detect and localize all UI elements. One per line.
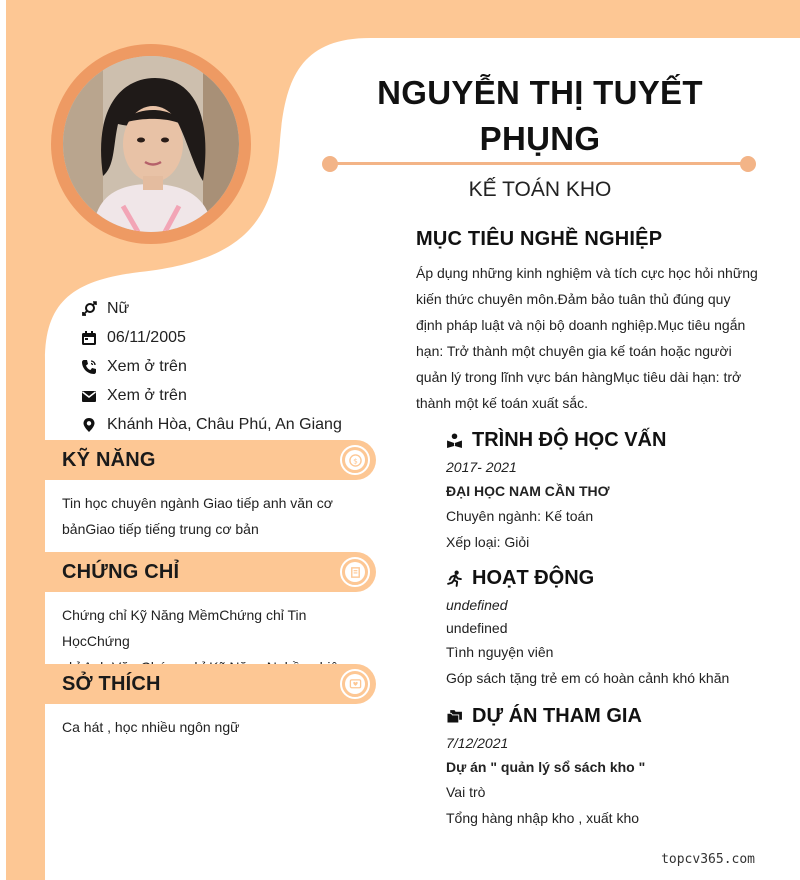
certificate-icon (340, 557, 370, 587)
info-email (80, 381, 342, 410)
activities-content (446, 593, 766, 691)
activities-role: Tình nguyện viên (446, 644, 554, 660)
education-header (446, 429, 666, 452)
projects-date: 7/12/2021 (446, 735, 509, 751)
name-line-1: NGUYỄN THỊ TUYẾT (377, 74, 703, 111)
skills-title: KỸ NĂNG (62, 449, 156, 471)
heart-chat-icon (340, 669, 370, 699)
info-address (80, 410, 342, 439)
hobbies-header (45, 664, 376, 704)
skill-badge-icon (340, 445, 370, 475)
name-divider (322, 156, 756, 172)
projects-content (446, 731, 766, 831)
activities-desc: Góp sách tặng trẻ em có hoàn cảnh khó khăn (446, 670, 730, 686)
education-icon (446, 432, 464, 450)
mail-icon (80, 387, 98, 405)
candidate-name (340, 70, 740, 162)
svg-text:$: $ (352, 455, 358, 465)
skills-content (62, 490, 362, 542)
projects-name: Dự án " quản lý sổ sách kho " (446, 759, 646, 775)
objective-line: Áp dụng những kinh nghiệm và tích cực học hỏi những (416, 265, 758, 281)
certificates-title: CHỨNG CHỈ (62, 561, 180, 583)
objective-line: quản lý trong lĩnh vực bán hàngMục tiêu dài hạn: trở (416, 369, 742, 385)
objective-content (416, 260, 761, 416)
address-value: Khánh Hòa, Châu Phú, An Giang (107, 415, 342, 433)
projects-role: Vai trò (446, 784, 486, 800)
education-content (446, 455, 766, 555)
education-major: Chuyên ngành: Kế toán (446, 508, 594, 524)
gender-value: Nữ (107, 299, 130, 317)
hobbies-content (62, 714, 362, 740)
education-date: 2017- 2021 (446, 459, 517, 475)
activities-title: HOẠT ĐỘNG (472, 567, 595, 589)
education-rank: Xếp loại: Giỏi (446, 534, 530, 550)
certificates-line-1: Chứng chỉ Kỹ Năng MềmChứng chỉ Tin HọcChứng (62, 607, 307, 649)
info-gender (80, 294, 342, 323)
certificates-header (45, 552, 376, 592)
activities-org: undefined (446, 620, 508, 636)
objective-line: kiến thức chuyên môn.Đảm bảo tuân thủ đúng quy (416, 291, 731, 307)
folders-icon (446, 708, 464, 726)
gender-icon (80, 300, 98, 318)
email-value: Xem ở trên (107, 386, 187, 404)
activities-header (446, 567, 594, 590)
calendar-icon (80, 329, 98, 347)
location-icon (80, 416, 98, 434)
birthday-value: 06/11/2005 (107, 328, 186, 346)
info-phone (80, 352, 342, 381)
activities-date: undefined (446, 597, 508, 613)
hobbies-text: Ca hát , học nhiều ngôn ngữ (62, 719, 240, 735)
projects-header (446, 705, 642, 728)
education-school: ĐẠI HỌC NAM CẦN THƠ (446, 483, 610, 499)
objective-line: hạn: Trở thành một chuyên gia kế toán hoặc người (416, 343, 732, 359)
info-birthday (80, 323, 342, 352)
avatar (63, 56, 239, 232)
projects-desc: Tổng hàng nhập kho , xuất kho (446, 810, 640, 826)
skills-line-2: bảnGiao tiếp tiếng trung cơ bản (62, 521, 259, 537)
phone-value: Xem ở trên (107, 357, 187, 375)
skills-header (45, 440, 376, 480)
objective-line: định pháp luật và nội bộ doanh nghiệp.Mục tiêu ngắn (416, 317, 746, 333)
name-line-2: PHỤNG (479, 120, 601, 157)
watermark: topcv365.com (661, 852, 755, 867)
job-title: KẾ TOÁN KHO (468, 178, 612, 201)
education-title: TRÌNH ĐỘ HỌC VẤN (472, 429, 667, 451)
projects-title: DỰ ÁN THAM GIA (472, 705, 642, 727)
hobbies-title: SỞ THÍCH (62, 673, 161, 695)
objective-line: thành một kế toán xuất sắc. (416, 395, 588, 411)
avatar-photo (63, 56, 239, 232)
running-icon (446, 570, 464, 588)
skills-line-1: Tin học chuyên ngành Giao tiếp anh văn cơ (62, 495, 333, 511)
objective-title: MỤC TIÊU NGHỀ NGHIỆP (416, 228, 663, 250)
personal-info (80, 294, 342, 439)
phone-icon (80, 358, 98, 376)
avatar-ring (51, 44, 251, 244)
